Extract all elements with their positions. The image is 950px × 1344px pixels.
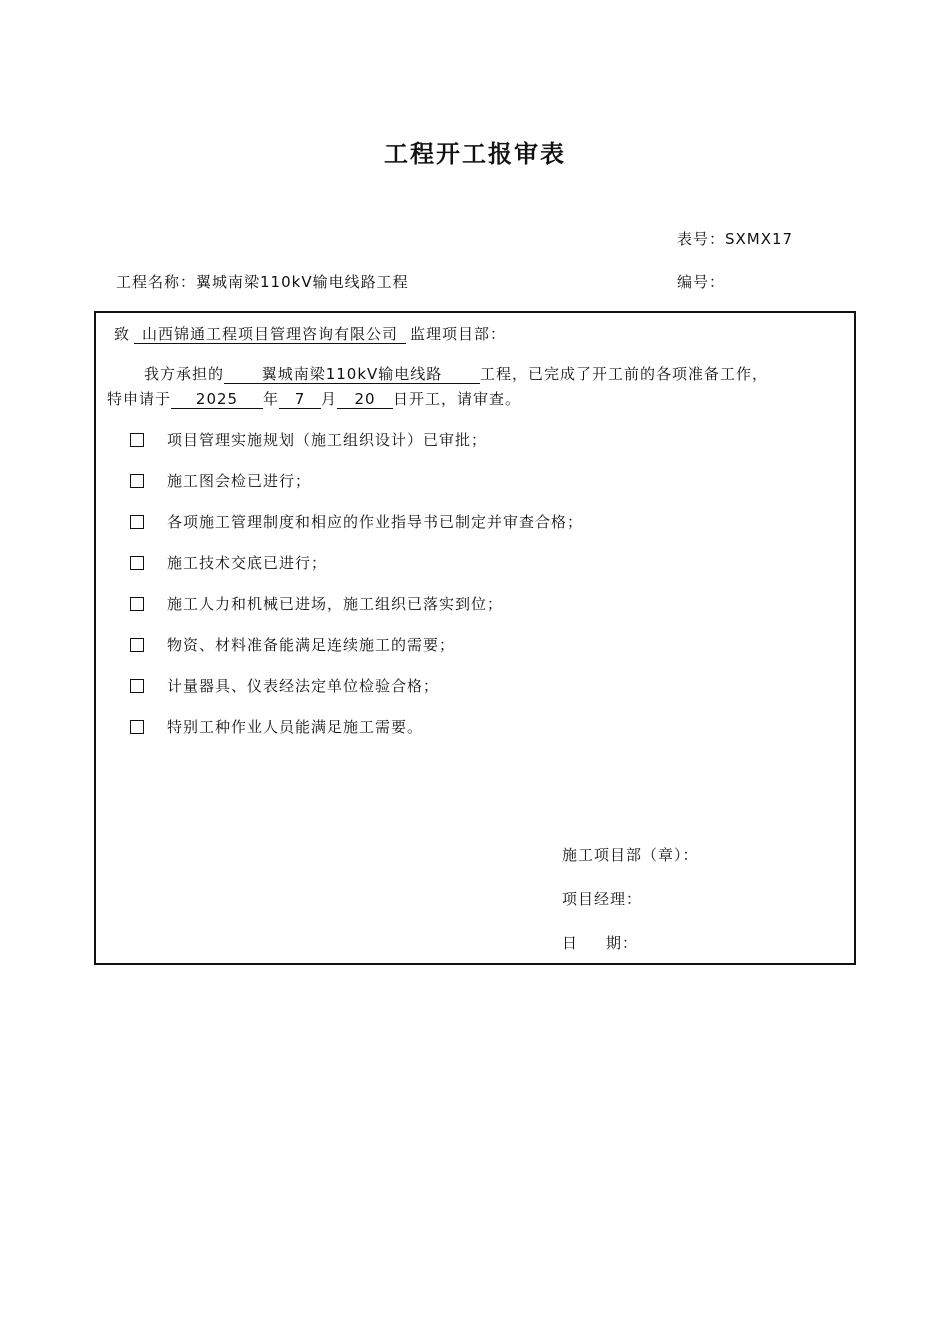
project-manager-label: 项目经理：	[562, 890, 643, 908]
request-line-2	[107, 388, 521, 409]
checklist-item	[130, 429, 487, 450]
checklist-item-text: 各项施工管理制度和相应的作业指导书已制定并审查合格；	[167, 513, 584, 531]
addressee-line	[114, 323, 506, 344]
checklist-item-text: 计量器具、仪表经法定单位检验合格；	[167, 677, 440, 695]
construction-dept-seal-label: 施工项目部（章）：	[562, 846, 699, 864]
checklist-item	[130, 511, 583, 532]
document-title: 工程开工报审表	[384, 139, 566, 168]
date-label-part-1: 日	[562, 934, 579, 952]
checklist-item-text: 项目管理实施规划（施工组织设计）已审批；	[167, 431, 488, 449]
checklist-item-text: 特别工种作业人员能满足施工需要。	[167, 718, 424, 736]
checkbox[interactable]	[130, 597, 144, 611]
start-month: 7	[279, 390, 321, 409]
checkbox[interactable]	[130, 679, 144, 693]
checkbox[interactable]	[130, 720, 144, 734]
date-label	[562, 932, 638, 953]
checklist-item-text: 施工人力和机械已进场，施工组织已落实到位；	[167, 595, 504, 613]
checklist-item	[130, 716, 423, 737]
year-unit: 年	[263, 390, 280, 408]
date-label-part-2: 期：	[606, 934, 639, 952]
apply-prefix: 特申请于	[107, 390, 172, 408]
checklist-item	[130, 593, 503, 614]
start-year: 2025	[171, 390, 263, 409]
addressee-suffix: 监理项目部：	[410, 325, 507, 343]
checkbox[interactable]	[130, 515, 144, 529]
checklist-item	[130, 552, 327, 573]
request-closing: 日开工，请审查。	[393, 390, 522, 408]
addressee-org: 山西锦通工程项目管理咨询有限公司	[134, 325, 406, 344]
checklist-item-text: 物资、材料准备能满足连续施工的需要；	[167, 636, 456, 654]
checkbox[interactable]	[130, 433, 144, 447]
start-day: 20	[337, 390, 393, 409]
request-line-1	[144, 363, 768, 384]
checklist-item	[130, 634, 455, 655]
request-intro: 我方承担的	[144, 365, 225, 383]
form-number: 表号：SXMX17	[677, 230, 794, 248]
addressee-prefix: 致	[114, 325, 131, 343]
checklist-item	[130, 470, 311, 491]
project-name-label: 工程名称：	[116, 273, 197, 291]
project-name-value: 翼城南梁110kV输电线路工程	[196, 273, 409, 291]
checkbox[interactable]	[130, 638, 144, 652]
checklist-item	[130, 675, 439, 696]
month-unit: 月	[321, 390, 338, 408]
serial-number-label: 编号：	[677, 273, 726, 291]
request-project-name: 翼城南梁110kV输电线路	[224, 365, 480, 384]
checkbox[interactable]	[130, 474, 144, 488]
checkbox[interactable]	[130, 556, 144, 570]
checklist-item-text: 施工技术交底已进行；	[167, 554, 328, 572]
project-name-line	[116, 271, 409, 292]
checklist-item-text: 施工图会检已进行；	[167, 472, 312, 490]
request-middle: 工程，已完成了开工前的各项准备工作，	[480, 365, 769, 383]
